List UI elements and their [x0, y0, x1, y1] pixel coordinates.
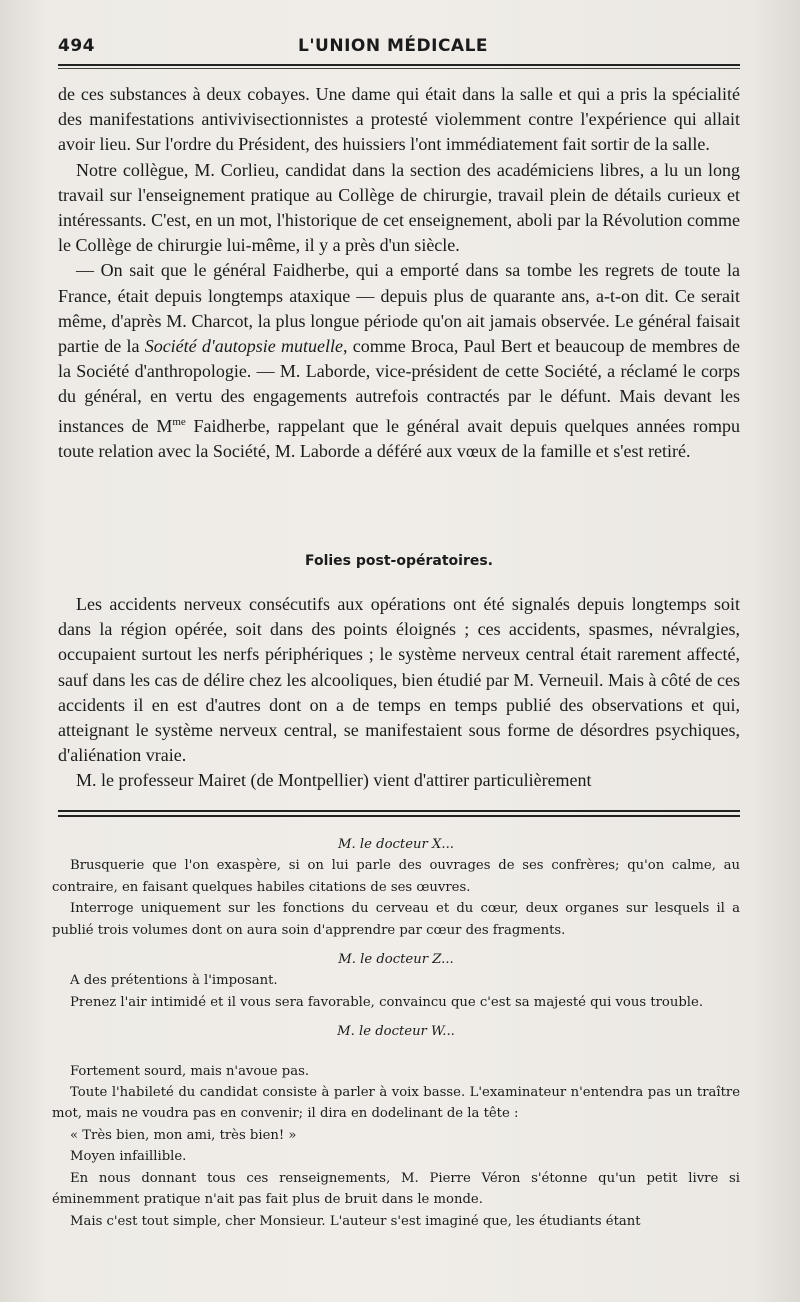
header-rule [58, 64, 740, 66]
feuilleton-line: En nous donnant tous ces renseignements, M. Pierre Véron s'étonne qu'un petit livre si éminemment pratique n'ait pas fait plus de bruit dans le monde. [52, 1170, 740, 1208]
feuilleton-line: Brusquerie que l'on exaspère, si on lui parle des ouvrages de ses confrères; qu'on calme, au contraire, en faisant quelques habiles citations de ses œuvres. [52, 858, 740, 895]
page-header [58, 32, 740, 60]
feuilleton-line: Prenez l'air intimidé et il vous sera favorable, convaincu que c'est sa majesté qui vous trouble. [70, 994, 704, 1010]
header-rule-thin [58, 68, 740, 69]
article-paragraph [58, 258, 740, 464]
article-paragraph: de ces substances à deux cobayes. Une dame qui était dans la salle et qui a pris la spécialité des manifestations antivivisectionnistes a protesté violemment contre l'expérience qui allait avoir lieu. Sur l'ordre du Président, des huissiers l'ont immédiatement fait sortir de la salle. [58, 84, 740, 155]
feuilleton-heading-x: M. le docteur X... [338, 837, 454, 852]
paragraph-text: — On sait que le général Faidherbe, qui a emporté dans sa tombe les regrets de toute la France, était depuis longtemps ataxique — depuis plus de quarante ans, a-t-on dit. Ce serait même, d'après M. Charcot, la plus longue période qu'on ait jamais observée. Le général faisait partie de la [58, 260, 740, 357]
feuilleton-line: « Très bien, mon ami, très bien! » [70, 1127, 297, 1143]
feuilleton-line: Toute l'habileté du candidat consiste à parler à voix basse. L'examinateur n'entendra pas un traître mot, mais ne voudra pas en convenir; il dira en dodelinant de la tête : [52, 1085, 740, 1122]
feuilleton-rule [58, 810, 740, 812]
feuilleton-line: A des prétentions à l'imposant. [70, 973, 278, 989]
section-body [58, 592, 740, 794]
feuilleton-line: Moyen infaillible. [70, 1149, 187, 1165]
section-title: Folies post-opératoires. [304, 553, 494, 569]
section-paragraph: M. le professeur Mairet (de Montpellier) vient d'attirer particulièrement [76, 770, 592, 791]
feuilleton [52, 830, 740, 1232]
feuilleton-line: Fortement sourd, mais n'avoue pas. [70, 1063, 310, 1079]
article-body [58, 82, 740, 464]
article-paragraph: Notre collègue, M. Corlieu, candidat dans la section des académiciens libres, a lu un long travail sur l'enseignement pratique au Collège de chirurgie, travail plein de détails curieux et intéressants. C'est, en un mot, l'historique de cet enseignement, aboli par la Révolution comme le Collège de chirurgie lui-même, il y a près d'un siècle. [58, 159, 740, 256]
page-number: 494 [58, 36, 95, 56]
feuilleton-heading-z: M. le docteur Z... [338, 952, 454, 968]
paragraph-text: Faidherbe, rappelant que le général avait depuis quelques années rompu toute relation avec la Société, M. Laborde a déféré aux vœux de la famille et s'est retiré. [58, 415, 740, 461]
feuilleton-line: Mais c'est tout simple, cher Monsieur. L'auteur s'est imaginé que, les étudiants étant [70, 1213, 641, 1229]
feuilleton-heading-w: M. le docteur W... [337, 1024, 455, 1040]
paragraph-text: , comme Broca, Paul Bert et beaucoup de membres de la Société d'anthropologie. — M. Laborde, vice-président de cette Société, a réclamé le corps du général, en vertu des engagements autrefois contractés par le défunt. Mais devant les instances de M [58, 336, 740, 436]
section-paragraph: Les accidents nerveux consécutifs aux opérations ont été signalés depuis longtemps soit dans la région opérée, soit dans des points éloignés ; ces accidents, spasmes, névralgies, occupaient surtout les nerfs périphériques ; le système nerveux central était rarement affecté, sauf dans les cas de délire chez les alcooliques, bien étudié par M. Verneuil. Mais à côté de ces accidents il en est d'autres dont on a de temps en temps publié des observations et qui, atteignant le système nerveux central, se manifestaient sous forme de désordres psychiques, d'aliénation vraie. [58, 594, 740, 766]
society-name: Société d'autopsie mutuelle [144, 336, 343, 357]
journal-title: L'UNION MÉDICALE [298, 36, 489, 56]
feuilleton-rule-second [58, 815, 740, 817]
superscript: me [172, 415, 186, 428]
feuilleton-line: Interroge uniquement sur les fonctions du cerveau et du cœur, deux organes sur lesquels il a publié trois volumes dont on aura soin d'apprendre par cœur des fragments. [52, 901, 740, 938]
